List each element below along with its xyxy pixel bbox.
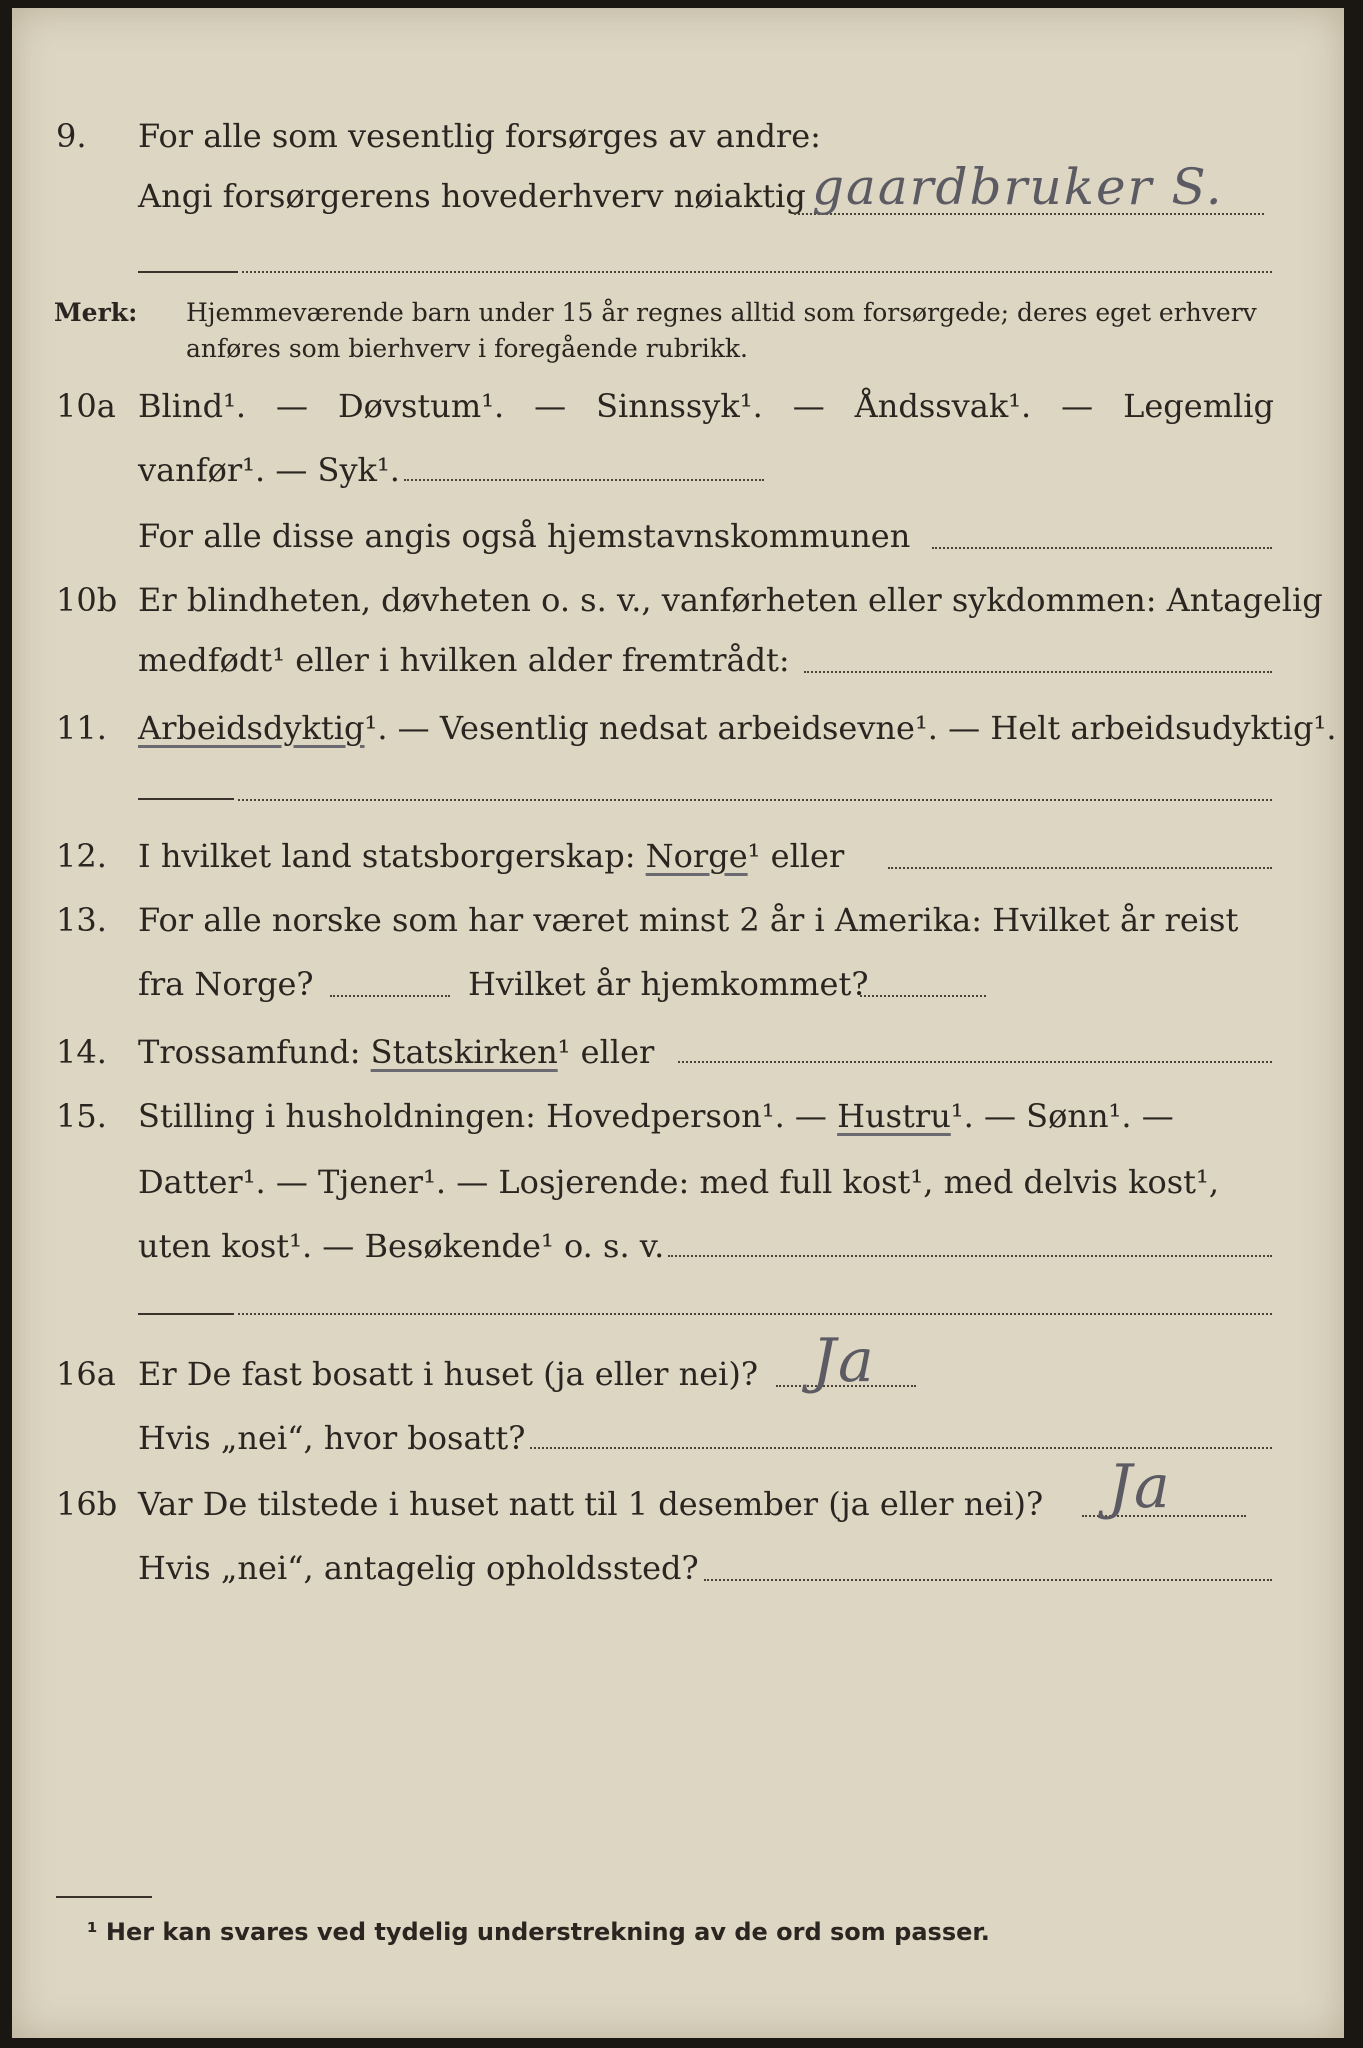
option-word: Døvstum¹. xyxy=(337,387,505,425)
question-text: Datter¹. — Tjener¹. — Losjerende: med full kost¹, med delvis kost¹, xyxy=(138,1163,1220,1201)
separator: — xyxy=(792,387,825,425)
question-text: Var De tilstede i huset natt til 1 desember (ja eller nei)? xyxy=(138,1485,1044,1523)
option-word: Legemlig xyxy=(1123,387,1274,425)
footnote: ¹ Her kan svares ved tydelig understrekning av de ord som passer. xyxy=(87,1918,990,1946)
question-text: Hvis „nei“, hvor bosatt? xyxy=(138,1419,526,1457)
answer-line xyxy=(242,270,1272,273)
question-text xyxy=(138,836,844,876)
question-text: Hvilket år hjemkommet? xyxy=(468,965,869,1003)
separator: — xyxy=(534,387,567,425)
question-text xyxy=(138,386,1274,426)
question-number: 10b xyxy=(56,581,118,619)
selected-option: Arbeidsdyktig xyxy=(138,709,365,747)
question-text-rest: ¹. — Vesentlig nedsat arbeidsevne¹. — Helt arbeidsudyktig¹. xyxy=(364,709,1337,747)
handwritten-answer-occupation: gaardbruker S. xyxy=(812,158,1224,216)
answer-line xyxy=(330,994,450,997)
answer-line xyxy=(238,1312,1272,1315)
question-text: Angi forsørgerens hovederhverv nøiaktig xyxy=(138,177,806,215)
question-label: I hvilket land statsborgerskap: xyxy=(138,837,636,875)
selected-option: Statskirken xyxy=(370,1033,558,1071)
question-text xyxy=(138,708,1337,748)
question-number: 15. xyxy=(56,1097,107,1135)
note-text: Hjemmeværende barn under 15 år regnes alltid som forsørgede; deres eget erhverv xyxy=(186,298,1257,327)
question-label: Stilling i husholdningen: Hovedperson¹. — xyxy=(138,1097,827,1135)
question-text: Er blindheten, døvheten o. s. v., vanførheten eller sykdommen: Antagelig xyxy=(138,581,1323,619)
question-number: 13. xyxy=(56,901,107,939)
selected-option: Hustru xyxy=(837,1097,951,1135)
answer-line xyxy=(678,1060,1272,1063)
answer-line xyxy=(530,1446,1272,1449)
question-text: For alle som vesentlig forsørges av andre: xyxy=(138,117,821,155)
option-word: Blind¹. xyxy=(138,387,247,425)
note-text: anføres som bierhverv i foregående rubrikk. xyxy=(186,334,748,363)
answer-line xyxy=(888,866,1272,869)
question-number: 10a xyxy=(56,387,116,425)
option-word: Sinnssyk¹. xyxy=(596,387,763,425)
question-label: Trossamfund: xyxy=(138,1033,361,1071)
question-text: uten kost¹. — Besøkende¹ o. s. v. xyxy=(138,1227,665,1265)
question-text-rest: ¹ eller xyxy=(747,837,845,875)
question-text xyxy=(138,1032,654,1072)
question-number: 11. xyxy=(56,709,107,747)
answer-line xyxy=(804,670,1272,673)
question-text: vanfør¹. — Syk¹. xyxy=(138,451,400,489)
answer-line xyxy=(860,994,986,997)
answer-line xyxy=(668,1254,1272,1257)
question-text: medfødt¹ eller i hvilken alder fremtrådt: xyxy=(138,641,790,679)
handwritten-answer-resident: Ja xyxy=(812,1326,876,1396)
census-form-page xyxy=(12,8,1344,2038)
note-label: Merk: xyxy=(54,298,138,327)
selected-option: Norge xyxy=(645,837,748,875)
question-text: Hvis „nei“, antagelig opholdssted? xyxy=(138,1549,699,1587)
question-number: 16b xyxy=(56,1485,118,1523)
footnote-divider xyxy=(56,1896,152,1898)
question-number: 9. xyxy=(56,117,87,155)
handwritten-answer-present: Ja xyxy=(1108,1452,1172,1522)
answer-line xyxy=(404,478,764,481)
question-text xyxy=(138,1096,1174,1136)
question-text-rest: ¹ eller xyxy=(557,1033,655,1071)
question-text: Er De fast bosatt i huset (ja eller nei)? xyxy=(138,1355,759,1393)
question-text-rest: ¹. — Sønn¹. — xyxy=(950,1097,1174,1135)
question-text: fra Norge? xyxy=(138,965,314,1003)
question-number: 16a xyxy=(56,1355,116,1393)
question-number: 14. xyxy=(56,1033,107,1071)
answer-line xyxy=(932,546,1272,549)
answer-line xyxy=(704,1578,1272,1581)
question-text: For alle norske som har været minst 2 år i Amerika: Hvilket år reist xyxy=(138,901,1239,939)
question-text: For alle disse angis også hjemstavnskommunen xyxy=(138,517,911,555)
divider xyxy=(138,271,238,273)
option-word: Åndssvak¹. xyxy=(854,387,1032,425)
question-number: 12. xyxy=(56,837,107,875)
separator: — xyxy=(276,387,309,425)
answer-line xyxy=(238,798,1272,801)
divider xyxy=(138,1313,234,1315)
divider xyxy=(138,798,234,800)
separator: — xyxy=(1061,387,1094,425)
